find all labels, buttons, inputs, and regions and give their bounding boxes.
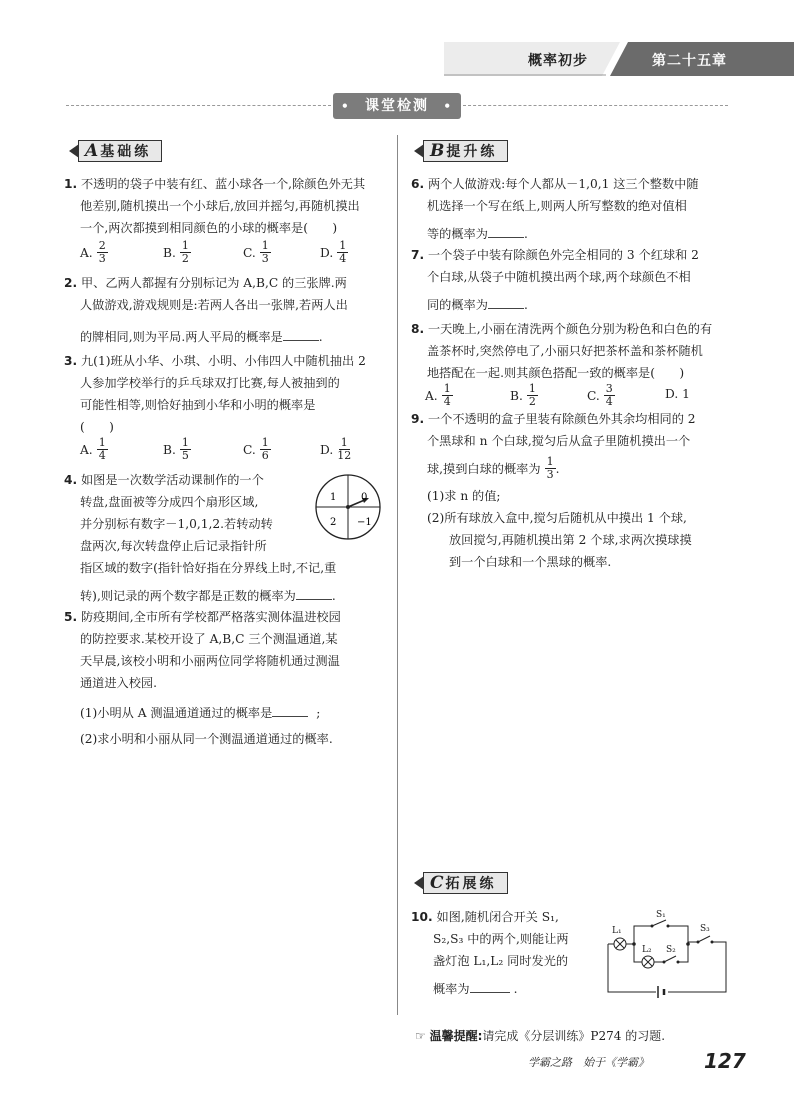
question-text: 一个,两次都摸到相同颜色的小球的概率是( ) — [80, 221, 338, 235]
label-s2: S₂ — [666, 945, 676, 955]
frac-num: 1 — [98, 436, 106, 449]
tip-label: 温馨提醒: — [429, 1029, 483, 1043]
q8-option-c[interactable] — [587, 383, 615, 408]
sector-label: 2 — [330, 517, 337, 528]
question-number: 8. — [411, 322, 425, 336]
frac-num: 1 — [443, 382, 451, 395]
question-text: 盘两次,每次转盘停止后记录指针所 — [80, 539, 267, 553]
question-9 — [411, 408, 741, 573]
question-text: 两个人做游戏:每个人都从－1,0,1 这三个整数中随 — [428, 177, 699, 191]
question-text: 概率为 — [433, 982, 470, 996]
q1-option-d[interactable] — [320, 240, 348, 265]
question-text: 人做游戏,游戏规则是:若两人各出一张牌,若两人出 — [80, 298, 348, 312]
switch-s2-icon — [664, 956, 676, 962]
q3-option-a[interactable] — [80, 437, 108, 462]
question-text: 可能性相等,则恰好抽到小华和小明的概率是 — [80, 398, 316, 412]
q3-option-b[interactable] — [163, 437, 191, 462]
frac-num: 1 — [340, 436, 348, 449]
header-background — [444, 42, 794, 76]
spinner-diagram — [314, 473, 382, 541]
q3-option-d[interactable] — [320, 437, 351, 462]
q1-option-c[interactable] — [243, 240, 271, 265]
question-text: S₂,S₃ 中的两个,则能让两 — [433, 932, 569, 946]
frac-num: 1 — [528, 382, 536, 395]
option-label: B. — [510, 388, 523, 403]
option-label: B. — [163, 245, 176, 260]
frac-num: 1 — [261, 436, 269, 449]
hand-pointer-icon: ☞ — [415, 1029, 426, 1043]
question-text: 通道进入校园. — [80, 676, 157, 690]
question-text: 指区域的数字(指针恰好指在分界线上时,不记,重 — [80, 561, 337, 575]
punctuation: . — [555, 461, 560, 476]
question-number: 9. — [411, 412, 425, 426]
question-text: 个白球,从袋子中随机摸出两个球,两个球颜色不相 — [427, 270, 691, 284]
tip-text: 请完成《分层训练》P274 的习题. — [482, 1029, 666, 1043]
option-label: D. 1 — [665, 387, 690, 401]
question-10 — [411, 906, 601, 1000]
section-tag-b — [423, 140, 508, 162]
frac-den: 2 — [181, 252, 189, 265]
wire — [668, 926, 688, 944]
answer-blank[interactable] — [488, 223, 524, 238]
question-text: 球,摸到白球的概率为 — [427, 461, 541, 476]
sector-label: 0 — [361, 492, 368, 503]
sub-question-2: 到一个白球和一个黑球的概率. — [449, 555, 612, 569]
question-text: 的牌相同,则为平局.两人平局的概率是 — [80, 330, 283, 344]
section-tag-c — [423, 872, 508, 894]
header-strip — [444, 42, 794, 76]
question-2 — [64, 272, 394, 348]
answer-blank[interactable] — [488, 294, 524, 309]
wire — [634, 926, 652, 944]
spinner-center — [346, 505, 350, 509]
question-text: 同的概率为 — [427, 298, 488, 312]
question-number: 6. — [411, 177, 425, 191]
question-text: 天早晨,该校小明和小丽两位同学将随机通过测温 — [80, 654, 340, 668]
sector-label: −1 — [357, 517, 372, 528]
question-number: 2. — [64, 276, 78, 290]
section-banner: • 课堂检测 • — [333, 93, 461, 119]
question-text: 一天晚上,小丽在清洗两个颜色分别为粉色和白色的有 — [428, 322, 713, 336]
question-text: 一个袋子中装有除颜色外完全相同的 3 个红球和 2 — [428, 248, 699, 262]
answer-blank[interactable] — [283, 326, 319, 341]
q8-option-b[interactable] — [510, 383, 538, 408]
q8-option-a[interactable] — [425, 383, 453, 408]
question-text: 并分别标有数字－1,0,1,2.若转动转 — [80, 517, 273, 531]
option-label: A. — [80, 245, 93, 260]
footer-slogan: 学霸之路 始于《学霸》 — [528, 1056, 649, 1069]
question-number: 5. — [64, 610, 78, 624]
option-label: C. — [243, 442, 256, 457]
question-5 — [64, 606, 394, 750]
option-label: C. — [243, 245, 256, 260]
section-c-label: 拓展练 — [445, 876, 497, 892]
question-8 — [411, 318, 741, 384]
punctuation: . — [331, 589, 336, 603]
question-text: 等的概率为 — [427, 227, 488, 241]
sub-question-2: 放回搅匀,再随机摸出第 2 个球,求两次摸球摸 — [449, 533, 692, 547]
option-label: A. — [80, 442, 93, 457]
switch-s3-icon — [698, 936, 710, 942]
punctuation: . — [318, 330, 323, 344]
question-text: 甲、乙两人都握有分别标记为 A,B,C 的三张牌.两 — [81, 276, 347, 290]
punctuation: ; — [316, 706, 321, 720]
frac-num: 1 — [339, 239, 347, 252]
question-text: 机选择一个写在纸上,则两人所写整数的绝对值相 — [427, 199, 687, 213]
question-text: 如图,随机闭合开关 S₁, — [436, 910, 559, 924]
question-text: 盏灯泡 L₁,L₂ 同时发光的 — [433, 954, 569, 968]
frac-num: 1 — [181, 239, 189, 252]
question-text: 的防控要求.某校开设了 A,B,C 三个测温通道,某 — [80, 632, 338, 646]
question-text: 他差别,随机摸出一个小球后,放回并摇匀,再随机摸出 — [80, 199, 360, 213]
circuit-diagram — [600, 906, 730, 1000]
question-text: 个黑球和 n 个白球,搅匀后从盒子里随机摸出一个 — [427, 434, 691, 448]
chapter-number: 第二十五章 — [652, 53, 727, 69]
option-label: D. — [320, 442, 334, 457]
question-text: 不透明的袋子中装有红、蓝小球各一个,除颜色外无其 — [81, 177, 366, 191]
section-tag-a — [78, 140, 162, 162]
question-text: 转),则记录的两个数字都是正数的概率为 — [80, 589, 296, 603]
switch-s1-icon — [652, 920, 666, 926]
wire — [678, 944, 688, 962]
punctuation: . — [513, 982, 518, 996]
divider-left — [66, 105, 331, 106]
question-number: 3. — [64, 354, 78, 368]
question-text: ( ) — [80, 420, 114, 434]
sub-question-1: (1)小明从 A 测温通道通过的概率是 — [80, 706, 273, 720]
column-divider — [397, 135, 398, 1015]
question-text: 人参加学校举行的乒乓球双打比赛,每人被抽到的 — [80, 376, 340, 390]
question-number: 4. — [64, 473, 78, 487]
question-number: 7. — [411, 248, 425, 262]
frac-num: 1 — [546, 455, 554, 468]
label-s3: S₃ — [700, 924, 710, 934]
question-6 — [411, 173, 741, 245]
sector-label: 1 — [330, 492, 337, 503]
frac-den: 4 — [443, 395, 451, 408]
answer-blank[interactable] — [296, 585, 332, 600]
label-s1: S₁ — [656, 910, 666, 920]
frac-den: 4 — [98, 449, 106, 462]
wire — [668, 942, 726, 992]
wire — [634, 944, 642, 962]
section-b-letter: B — [430, 141, 445, 161]
frac-den: 12 — [337, 449, 352, 462]
question-text: 盖茶杯时,突然停电了,小丽只好把茶杯盖和茶杯随机 — [427, 344, 703, 358]
label-l1: L₁ — [612, 926, 622, 936]
divider-right — [463, 105, 728, 106]
frac-num: 2 — [98, 239, 106, 252]
section-a-label: 基础练 — [100, 144, 152, 160]
option-label: C. — [587, 388, 600, 403]
option-label: B. — [163, 442, 176, 457]
sub-question-2: (2)所有球放入盒中,搅匀后随机从中摸出 1 个球, — [427, 511, 687, 525]
frac-den: 4 — [339, 252, 347, 265]
option-label: D. — [320, 245, 334, 260]
punctuation: . — [523, 227, 528, 241]
q3-option-c[interactable] — [243, 437, 271, 462]
page-number: 127 — [704, 1049, 746, 1073]
section-b-label: 提升练 — [446, 144, 498, 160]
question-number: 1. — [64, 177, 78, 191]
answer-blank[interactable] — [470, 978, 510, 993]
section-c-letter: C — [430, 873, 444, 893]
section-a-letter: A — [85, 141, 99, 161]
frac-den: 5 — [181, 449, 189, 462]
question-1 — [64, 173, 394, 239]
punctuation: . — [523, 298, 528, 312]
q8-option-d[interactable] — [665, 383, 690, 405]
option-label: A. — [425, 388, 438, 403]
q1-option-a[interactable] — [80, 240, 108, 265]
question-text: 九(1)班从小华、小琪、小明、小伟四人中随机抽出 2 — [81, 354, 366, 368]
question-text: 防疫期间,全市所有学校都严格落实测体温进校园 — [81, 610, 341, 624]
q1-option-b[interactable] — [163, 240, 191, 265]
question-text: 如图是一次数学活动课制作的一个 — [81, 473, 264, 487]
question-7 — [411, 244, 741, 316]
question-3 — [64, 350, 394, 438]
question-text: 一个不透明的盒子里装有除颜色外其余均相同的 2 — [428, 412, 696, 426]
question-number: 10. — [411, 910, 433, 924]
frac-num: 1 — [181, 436, 189, 449]
chapter-title: 概率初步 — [528, 53, 588, 69]
frac-num: 1 — [261, 239, 269, 252]
question-text: 转盘,盘面被等分成四个扇形区域, — [80, 495, 259, 509]
frac-num: 3 — [605, 382, 613, 395]
frac-den: 6 — [261, 449, 269, 462]
frac-den: 2 — [528, 395, 536, 408]
frac-den: 3 — [261, 252, 269, 265]
question-text: 地搭配在一起.则其颜色搭配一致的概率是( ) — [427, 366, 685, 380]
frac-den: 3 — [546, 468, 554, 481]
frac-den: 4 — [605, 395, 613, 408]
answer-blank[interactable] — [272, 702, 308, 717]
sub-question-1: (1)求 n 的值; — [427, 489, 501, 503]
frac-den: 3 — [98, 252, 106, 265]
label-l2: L₂ — [642, 945, 652, 955]
footer-tip — [415, 1027, 665, 1044]
sub-question-2: (2)求小明和小丽从同一个测温通道通过的概率. — [80, 732, 333, 746]
